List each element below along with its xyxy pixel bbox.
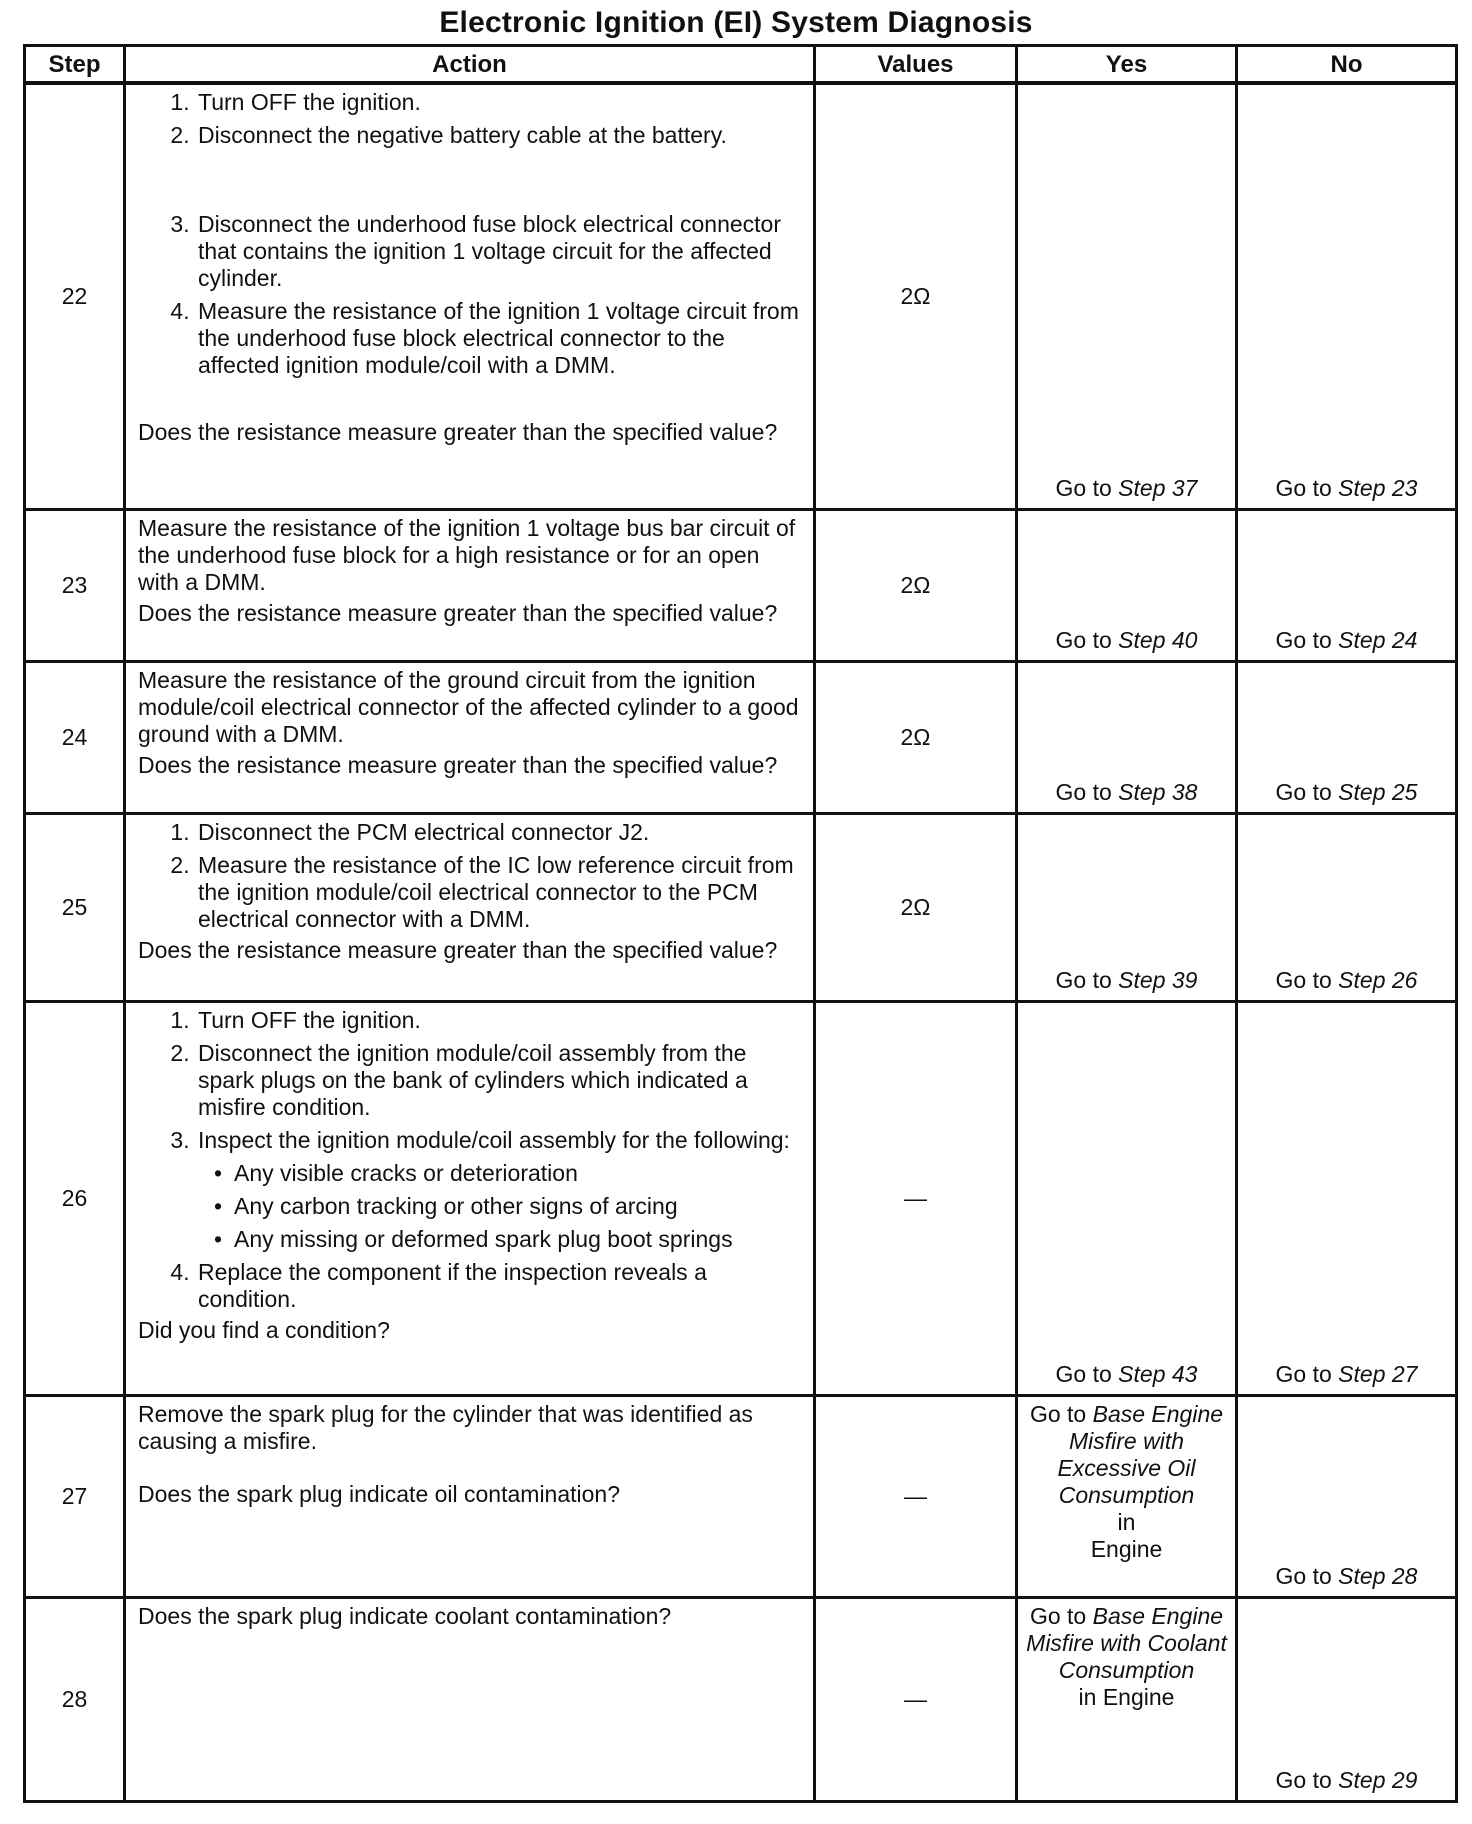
step-number: 24 (25, 661, 125, 813)
no-cell (1237, 813, 1457, 1001)
goto-target: Step 28 (1338, 1562, 1418, 1589)
yes-link[interactable] (1022, 1401, 1231, 1563)
list-item: 3. Disconnect the underhood fuse block electrical connector that contains the ignition 1 voltage circuit for the affected cylinder. (196, 211, 801, 292)
table-row (25, 813, 1457, 1001)
step-number: 22 (25, 83, 125, 509)
table-row (25, 509, 1457, 661)
goto-label: Go to (1055, 474, 1112, 501)
goto-label: Go to (1029, 1602, 1087, 1629)
table-title: Electronic Ignition (EI) System Diagnosis (439, 6, 1033, 39)
question-text: Did you find a condition? (138, 1316, 390, 1343)
goto-target: Step 40 (1118, 626, 1198, 653)
value-cell: 2Ω (815, 813, 1017, 1001)
list-item (196, 1127, 801, 1253)
yes-link[interactable] (1056, 475, 1198, 501)
no-cell (1237, 1001, 1457, 1395)
action-cell (125, 813, 815, 1001)
no-cell (1237, 1395, 1457, 1597)
no-link[interactable] (1276, 1563, 1418, 1589)
yes-cell (1017, 1597, 1237, 1801)
action-text: Measure the resistance of the ground circuit from the ignition module/coil electrical connector of the affected cylinder to a good ground with a DMM. (138, 666, 799, 747)
value-cell: 2Ω (815, 509, 1017, 661)
yes-cell (1017, 813, 1237, 1001)
list-item: 2. Measure the resistance of the IC low reference circuit from the ignition module/coil electrical connector to the PCM electrical connector with a DMM. (196, 852, 801, 933)
step-number: 26 (25, 1001, 125, 1395)
question-text: Does the resistance measure greater than the specified value? (138, 599, 778, 626)
goto-label: Go to (1275, 778, 1332, 805)
col-header-no: No (1237, 46, 1457, 84)
no-link[interactable] (1276, 475, 1418, 501)
table-row (25, 1597, 1457, 1801)
action-cell (125, 509, 815, 661)
yes-link[interactable] (1056, 1361, 1198, 1387)
goto-target: Step 38 (1118, 778, 1198, 805)
goto-target: Step 27 (1338, 1360, 1418, 1387)
question-text: Does the spark plug indicate oil contamination? (138, 1480, 621, 1507)
reference-doc: Engine (1102, 1683, 1175, 1710)
action-text: Measure the resistance of the ignition 1 voltage bus bar circuit of the underhood fuse block for a high resistance or for an open with a DMM. (138, 514, 796, 595)
yes-link[interactable] (1022, 1603, 1231, 1711)
step-number: 23 (25, 509, 125, 661)
list-item: 4. Measure the resistance of the ignition 1 voltage circuit from the underhood fuse block electrical connector to the affected ignition module/coil with a DMM. (196, 298, 801, 379)
yes-cell (1017, 661, 1237, 813)
bullet-item: • Any visible cracks or deterioration (232, 1160, 801, 1187)
col-header-action: Action (125, 46, 815, 84)
yes-link[interactable] (1056, 779, 1198, 805)
instruction-list (138, 819, 801, 933)
bullet-list (198, 1160, 801, 1253)
yes-link[interactable] (1056, 627, 1198, 653)
step-number: 27 (25, 1395, 125, 1597)
goto-label: Go to (1055, 966, 1112, 993)
header-row (25, 46, 1457, 84)
goto-label: Go to (1275, 966, 1332, 993)
value-cell: — (815, 1395, 1017, 1597)
step-number: 25 (25, 813, 125, 1001)
yes-cell (1017, 1001, 1237, 1395)
no-cell (1237, 1597, 1457, 1801)
no-cell (1237, 661, 1457, 813)
table-row (25, 83, 1457, 509)
list-item-text: Inspect the ignition module/coil assembly for the following: (198, 1126, 790, 1153)
question-text: Does the resistance measure greater than the specified value? (138, 751, 778, 778)
question-text: Does the spark plug indicate coolant contamination? (138, 1602, 672, 1629)
col-header-yes: Yes (1017, 46, 1237, 84)
table-row (25, 1395, 1457, 1597)
reference-in: in (1117, 1508, 1136, 1535)
list-item: 1. Turn OFF the ignition. (196, 1007, 801, 1034)
action-cell (125, 1001, 815, 1395)
goto-label: Go to (1275, 1360, 1332, 1387)
value-cell: — (815, 1001, 1017, 1395)
goto-label: Go to (1029, 1400, 1087, 1427)
instruction-list (138, 1007, 801, 1313)
yes-cell (1017, 83, 1237, 509)
yes-link[interactable] (1056, 967, 1198, 993)
no-link[interactable] (1276, 967, 1418, 993)
bullet-item: • Any carbon tracking or other signs of arcing (232, 1193, 801, 1220)
action-cell (125, 661, 815, 813)
col-header-step: Step (25, 46, 125, 84)
table-row (25, 661, 1457, 813)
question-text: Does the resistance measure greater than the specified value? (138, 936, 778, 963)
reference-title: Base Engine Misfire with Excessive Oil Consumption (1057, 1400, 1224, 1508)
goto-target: Step 39 (1118, 966, 1198, 993)
goto-target: Step 37 (1118, 474, 1198, 501)
goto-target: Step 43 (1118, 1360, 1198, 1387)
list-item: 2. Disconnect the negative battery cable at the battery. (196, 122, 801, 149)
no-link[interactable] (1276, 627, 1418, 653)
list-item: 1. Disconnect the PCM electrical connector J2. (196, 819, 801, 846)
goto-target: Step 24 (1338, 626, 1418, 653)
action-text: Remove the spark plug for the cylinder that was identified as causing a misfire. (138, 1400, 753, 1454)
no-link[interactable] (1276, 779, 1418, 805)
reference-doc: Engine (1090, 1535, 1163, 1562)
action-cell (125, 1597, 815, 1801)
no-link[interactable] (1276, 1767, 1418, 1793)
list-item: 2. Disconnect the ignition module/coil assembly from the spark plugs on the bank of cylinders which indicated a misfire condition. (196, 1040, 801, 1121)
no-cell (1237, 509, 1457, 661)
value-cell: — (815, 1597, 1017, 1801)
reference-in: in (1078, 1683, 1097, 1710)
list-item: 4. Replace the component if the inspection reveals a condition. (196, 1259, 801, 1313)
yes-cell (1017, 1395, 1237, 1597)
yes-cell (1017, 509, 1237, 661)
value-cell: 2Ω (815, 83, 1017, 509)
goto-label: Go to (1055, 1360, 1112, 1387)
col-header-values: Values (815, 46, 1017, 84)
list-item: 1. Turn OFF the ignition. (196, 89, 801, 116)
goto-label: Go to (1275, 1766, 1332, 1793)
goto-label: Go to (1275, 626, 1332, 653)
goto-label: Go to (1055, 626, 1112, 653)
goto-target: Step 25 (1338, 778, 1418, 805)
step-number: 28 (25, 1597, 125, 1801)
action-cell (125, 1395, 815, 1597)
diagnosis-table (23, 44, 1458, 1803)
table-row (25, 1001, 1457, 1395)
bullet-item: • Any missing or deformed spark plug boot springs (232, 1226, 801, 1253)
goto-target: Step 29 (1338, 1766, 1418, 1793)
no-link[interactable] (1276, 1361, 1418, 1387)
goto-label: Go to (1055, 778, 1112, 805)
action-cell (125, 83, 815, 509)
goto-target: Step 23 (1338, 474, 1418, 501)
goto-label: Go to (1275, 474, 1332, 501)
goto-target: Step 26 (1338, 966, 1418, 993)
question-text: Does the resistance measure greater than the specified value? (138, 419, 778, 445)
no-cell (1237, 83, 1457, 509)
value-cell: 2Ω (815, 661, 1017, 813)
reference-title: Base Engine Misfire with Coolant Consumption (1026, 1602, 1227, 1683)
goto-label: Go to (1275, 1562, 1332, 1589)
instruction-list (138, 89, 801, 379)
